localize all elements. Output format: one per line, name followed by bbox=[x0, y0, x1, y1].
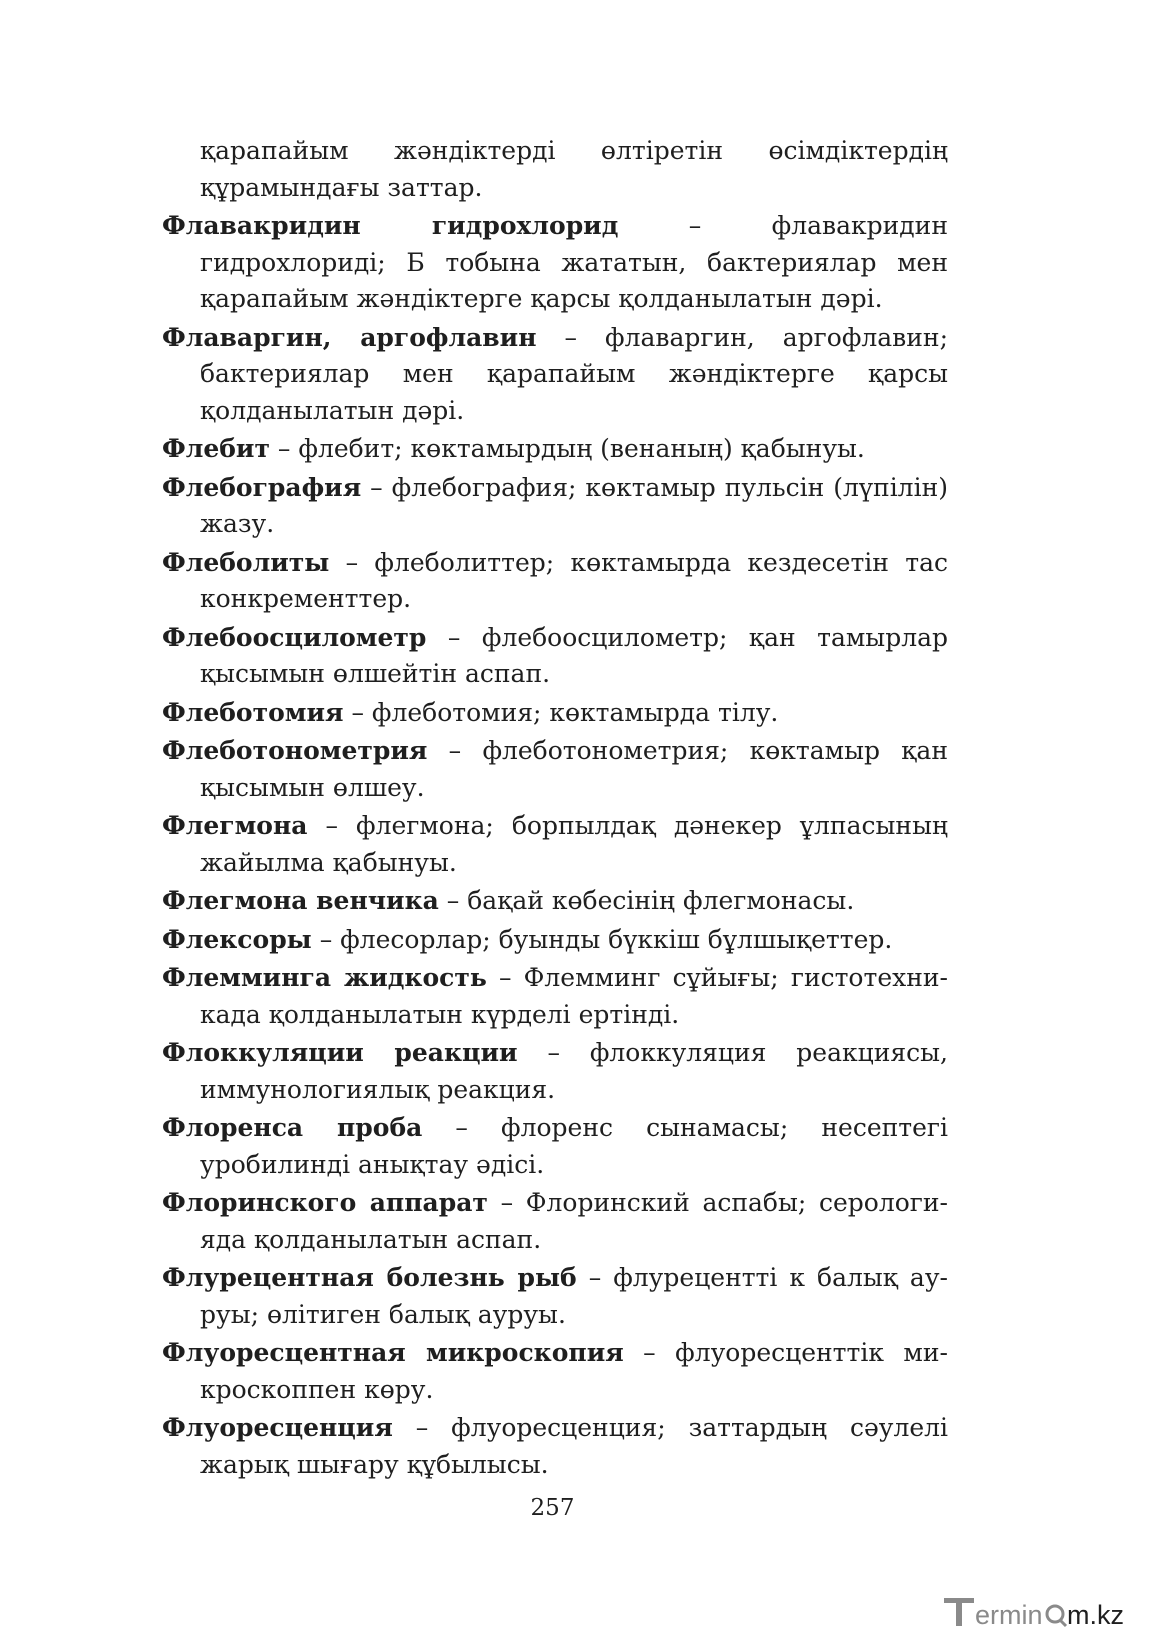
entry-dash: – bbox=[422, 1113, 502, 1142]
dictionary-entry bbox=[162, 695, 948, 732]
entry-term: Флебография bbox=[162, 472, 362, 502]
entry-dash: – bbox=[438, 886, 468, 915]
entry-dash: – bbox=[576, 1263, 614, 1292]
entry-term: Флеболиты bbox=[162, 547, 330, 577]
dictionary-entry bbox=[162, 620, 948, 693]
dictionary-entry bbox=[162, 808, 948, 881]
entry-definition: флаваргин, аргофлавин; бактериялар мен қарапайым жәндіктерге қарсы қолданылатын дәрі. bbox=[200, 322, 949, 425]
entry-dash: – bbox=[486, 963, 524, 992]
entry-definition: флебит; көктамырдың (венаның) қабынуы. bbox=[298, 434, 865, 463]
entry-definition: флоренс сынамасы; несептегі уробилинді анықтау әдісі. bbox=[200, 1113, 948, 1179]
entry-dash: – bbox=[311, 924, 341, 954]
logo-text-after: m.kz bbox=[1067, 1600, 1124, 1630]
entry-definition: Флемминг сұйығы; гистотехникада қолданылатын күрделі ертінді. bbox=[200, 963, 948, 1029]
entry-definition: бақай көбесінің флегмонасы. bbox=[467, 886, 855, 915]
entry-term: Флуоресценция bbox=[162, 1413, 393, 1442]
dictionary-entry bbox=[162, 1035, 948, 1108]
dictionary-entry bbox=[162, 470, 948, 543]
entry-term: Флуоресцентная микроскопия bbox=[162, 1338, 624, 1367]
dictionary-entry bbox=[162, 208, 948, 318]
dictionary-entry bbox=[162, 1110, 948, 1183]
entry-term: Флавакридин гидрохлорид bbox=[162, 211, 619, 240]
entry-term: Флоккуляции реакции bbox=[162, 1038, 518, 1067]
entry-definition: флурецентті к балық ауруы; өлітиген балық ауруы. bbox=[200, 1263, 948, 1329]
termincom-logo-graphic bbox=[942, 1592, 1142, 1632]
entry-definition: флегмона; борпылдақ дәнекер ұлпасының жайылма қабынуы. bbox=[200, 811, 948, 877]
entry-definition: флебоосцилометр; қан тамырлар қысымын өлшейтін аспап. bbox=[200, 622, 948, 688]
entry-dash: – bbox=[536, 322, 606, 352]
entry-dash: – bbox=[307, 811, 356, 840]
magnifier-handle bbox=[1060, 1620, 1066, 1626]
dictionary-entry bbox=[162, 431, 948, 468]
entry-dash: – bbox=[269, 434, 299, 463]
page-number: 257 bbox=[530, 1495, 575, 1521]
entry-definition: флуоресценттік микроскоппен көру. bbox=[200, 1338, 948, 1404]
termincom-logo bbox=[942, 1592, 1142, 1632]
dictionary-page bbox=[162, 133, 948, 1485]
entry-dash: – bbox=[427, 736, 483, 765]
dictionary-entry bbox=[162, 1260, 948, 1333]
entry-definition: флавакридин гидрохлориді; Б тобына жататын, бактериялар мен қарапайым жәндіктерге қарсы қолданылатын дәрі. bbox=[200, 211, 948, 313]
entry-definition: флеботонометрия; көктамыр қан қысымын өлшеу. bbox=[200, 736, 948, 802]
entry-definition: флесорлар; буынды бүккіш бұлшықеттер. bbox=[340, 924, 893, 954]
entry-term: Флоринского аппарат bbox=[162, 1188, 488, 1217]
entry-definition: флуоресценция; заттардың сәулелі жарық шығару құбылысы. bbox=[200, 1413, 948, 1479]
dictionary-entry bbox=[162, 883, 948, 920]
dictionary-entry bbox=[162, 922, 948, 959]
entry-term: Флеботонометрия bbox=[162, 736, 428, 765]
entry-dash: – bbox=[517, 1038, 590, 1067]
entry-dash: – bbox=[487, 1188, 526, 1217]
entry-dash: – bbox=[426, 622, 482, 652]
entry-term: Флурецентная болезнь рыб bbox=[162, 1263, 577, 1292]
entry-term: Флоренса проба bbox=[162, 1113, 423, 1142]
entry-definition: флебография; көктамыр пульсін (лүпілін) жазу. bbox=[200, 472, 948, 538]
entry-term: Флаваргин, аргофлавин bbox=[162, 322, 537, 352]
dictionary-entry bbox=[162, 1410, 948, 1483]
entry-definition: қарапайым жәндіктерді өлтіретін өсімдіктердің құрамындағы заттар. bbox=[200, 136, 948, 202]
dictionary-entry bbox=[162, 733, 948, 806]
entry-dash: – bbox=[343, 697, 372, 727]
entry-dash: – bbox=[623, 1338, 676, 1367]
dictionary-entry bbox=[162, 1335, 948, 1408]
entry-definition: флоккуляция реакциясы, иммунологиялық реакция. bbox=[200, 1038, 948, 1104]
entry-term: Флеботомия bbox=[162, 697, 344, 727]
entry-term: Флексоры bbox=[162, 924, 312, 954]
logo-t-stem bbox=[956, 1598, 962, 1626]
entry-dash: – bbox=[618, 211, 772, 240]
entry-dash: – bbox=[361, 472, 392, 502]
entry-definition: флеботомия; көктамырда тілу. bbox=[371, 697, 779, 727]
entry-term: Флегмона венчика bbox=[162, 886, 439, 915]
entry-definition: Флоринский аспабы; серологияда қолданылатын аспап. bbox=[200, 1188, 948, 1254]
dictionary-entry bbox=[162, 133, 948, 206]
entry-term: Флебоосцилометр bbox=[162, 622, 427, 652]
dictionary-entry bbox=[162, 1185, 948, 1258]
dictionary-entry bbox=[162, 960, 948, 1033]
entry-dash: – bbox=[329, 547, 375, 577]
entry-term: Флемминга жидкость bbox=[162, 963, 487, 992]
entry-definition: флеболиттер; көктамырда кездесетін тас конкременттер. bbox=[200, 547, 948, 613]
entry-dash: – bbox=[392, 1413, 452, 1442]
logo-text-before: ermin bbox=[975, 1600, 1043, 1630]
dictionary-entry bbox=[162, 545, 948, 618]
dictionary-entry bbox=[162, 320, 948, 430]
entry-term: Флебит bbox=[162, 434, 270, 463]
entry-term: Флегмона bbox=[162, 811, 308, 840]
